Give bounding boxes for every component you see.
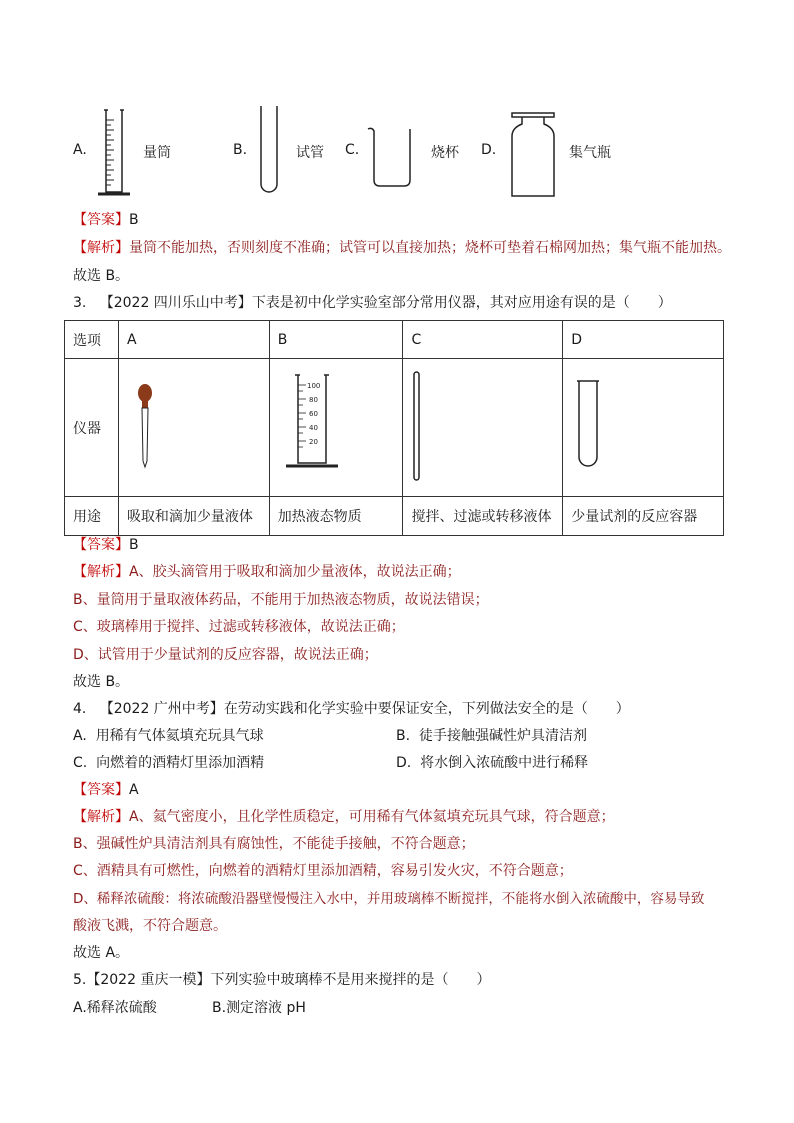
table-row [65, 359, 724, 497]
q3-source: 【2022 四川乐山中考】 [99, 295, 252, 311]
q4-explanation-line [73, 807, 615, 827]
q4-option-d [396, 753, 588, 773]
cylinder-cell [269, 359, 403, 497]
q3-explanation-text: A、胶头滴管用于吸取和滴加少量液体，故说法正确； [129, 564, 461, 580]
q2-option-c-name: 烧杯 [431, 145, 459, 161]
table-row [65, 497, 724, 536]
table-header-cell: C [403, 321, 563, 359]
q2-option-b-name: 试管 [296, 145, 324, 161]
option-letter: C. [73, 755, 88, 771]
cylinder-tick-label: 20 [308, 438, 318, 446]
table-cell: 吸取和滴加少量液体 [118, 497, 269, 536]
option-letter: B. [396, 728, 411, 744]
cylinder-tick-label: 100 [306, 382, 321, 390]
q2-answer-line [73, 210, 139, 230]
q4-explanation-text: A、氦气密度小，且化学性质稳定，可用稀有气体氦填充玩具气球，符合题意； [129, 809, 615, 825]
q2-explanation-line [73, 238, 731, 258]
q2-option-d-letter: D. [481, 142, 497, 158]
q3-answer-line [73, 535, 139, 555]
q3-stem: 下表是初中化学实验室部分常用仪器，其对应用途有误的是（ ） [251, 295, 672, 311]
q4-source: 【2022 广州中考】 [99, 701, 224, 717]
q4-stem-line [73, 699, 630, 719]
option-letter: B. [212, 1000, 227, 1016]
table-cell: 搅拌、过滤或转移液体 [403, 497, 563, 536]
q5-number: 5. [73, 972, 87, 988]
table-row-label: 仪器 [65, 359, 119, 497]
answer-label: 【答案】 [73, 212, 129, 228]
q3-explanation-text: B、量筒用于量取液体药品，不能用于加热液态物质，故说法错误； [73, 592, 489, 608]
q2-option-a-letter: A. [73, 142, 87, 158]
graduated-cylinder-icon [96, 108, 136, 200]
q2-option-c-letter: C. [345, 142, 360, 158]
q4-conclusion: 故选 A。 [73, 945, 130, 961]
q3-apparatus-table [64, 320, 724, 536]
cylinder-tick-label: 60 [308, 410, 318, 418]
q3-explanation-line [73, 562, 461, 582]
option-text: 徒手接触强碱性炉具清洁剂 [418, 728, 587, 744]
q3-number: 3. [73, 295, 87, 311]
glass-rod-icon [411, 371, 423, 483]
q2-option-d-name: 集气瓶 [569, 145, 611, 161]
q5-stem-line [73, 970, 490, 990]
q2-explanation-text: 量筒不能加热，否则刻度不准确；试管可以直接加热；烧杯可垫着石棉网加热；集气瓶不能加热。 [129, 240, 731, 256]
test-tube-icon [258, 104, 280, 198]
q4-answer-value: A [129, 782, 139, 798]
q3-explanation-text: C、玻璃棒用于搅拌、过滤或转移液体，故说法正确； [73, 619, 405, 635]
table-header-cell: D [563, 321, 724, 359]
q4-stem: 在劳动实践和化学实验中要保证安全，下列做法安全的是（ ） [223, 701, 630, 717]
q2-option-b-letter: B. [233, 142, 248, 158]
option-text: 稀释浓硫酸 [86, 1000, 157, 1016]
option-letter: D. [396, 755, 412, 771]
table-header-cell: 选项 [65, 321, 119, 359]
q4-explanation-text: B、强碱性炉具清洁剂具有腐蚀性，不能徒手接触，不符合题意； [73, 836, 475, 852]
q5-option-a [73, 998, 157, 1018]
q3-explanation-text: D、试管用于少量试剂的反应容器，故说法正确； [73, 647, 378, 663]
dropper-icon [133, 383, 157, 469]
q3-stem-line [73, 293, 672, 313]
option-text: 用稀有气体氦填充玩具气球 [95, 728, 264, 744]
q5-option-b [212, 998, 306, 1018]
q3-conclusion: 故选 B。 [73, 674, 130, 690]
q4-explanation-text: D、稀释浓硫酸：将浓硫酸沿器壁慢慢注入水中，并用玻璃棒不断搅拌，不能将水倒入浓硫酸中，容易导致 [73, 891, 705, 907]
answer-label: 【答案】 [73, 782, 129, 798]
table-cell: 少量试剂的反应容器 [563, 497, 724, 536]
q4-number: 4. [73, 701, 87, 717]
beaker-icon [366, 126, 416, 188]
gas-jar-icon [508, 112, 558, 198]
test-tube-cell [563, 359, 724, 497]
explanation-label: 【解析】 [73, 809, 129, 825]
graduated-cylinder-icon [284, 373, 344, 473]
cylinder-tick-label: 80 [308, 396, 318, 404]
q4-explanation-text: 酸液飞溅，不符合题意。 [73, 918, 227, 934]
q5-stem: 下列实验中玻璃棒不是用来搅拌的是（ ） [210, 972, 491, 988]
q4-answer-line [73, 780, 139, 800]
option-text: 测定溶液 pH [226, 1000, 306, 1016]
cylinder-tick-label: 40 [308, 424, 318, 432]
q2-answer-value: B [129, 212, 139, 228]
q4-explanation-text: C、酒精具有可燃性，向燃着的酒精灯里添加酒精，容易引发火灾，不符合题意； [73, 863, 573, 879]
explanation-label: 【解析】 [73, 240, 129, 256]
table-cell: 加热液态物质 [269, 497, 403, 536]
q4-option-a [73, 726, 264, 746]
q5-source: 【2022 重庆一模】 [86, 972, 211, 988]
option-letter: A. [73, 1000, 87, 1016]
dropper-cell [118, 359, 269, 497]
q4-option-c [73, 753, 264, 773]
option-letter: A. [73, 728, 87, 744]
q4-option-b [396, 726, 587, 746]
q3-answer-value: B [129, 537, 139, 553]
table-row [65, 321, 724, 359]
answer-label: 【答案】 [73, 537, 129, 553]
test-tube-icon [575, 379, 601, 473]
table-cell: 用途 [65, 497, 119, 536]
q2-option-a-name: 量筒 [143, 145, 171, 161]
option-text: 将水倒入浓硫酸中进行稀释 [420, 755, 589, 771]
glass-rod-cell [403, 359, 563, 497]
table-header-cell: A [118, 321, 269, 359]
q2-conclusion: 故选 B。 [73, 268, 130, 284]
explanation-label: 【解析】 [73, 564, 129, 580]
table-header-cell: B [269, 321, 403, 359]
option-text: 向燃着的酒精灯里添加酒精 [96, 755, 265, 771]
